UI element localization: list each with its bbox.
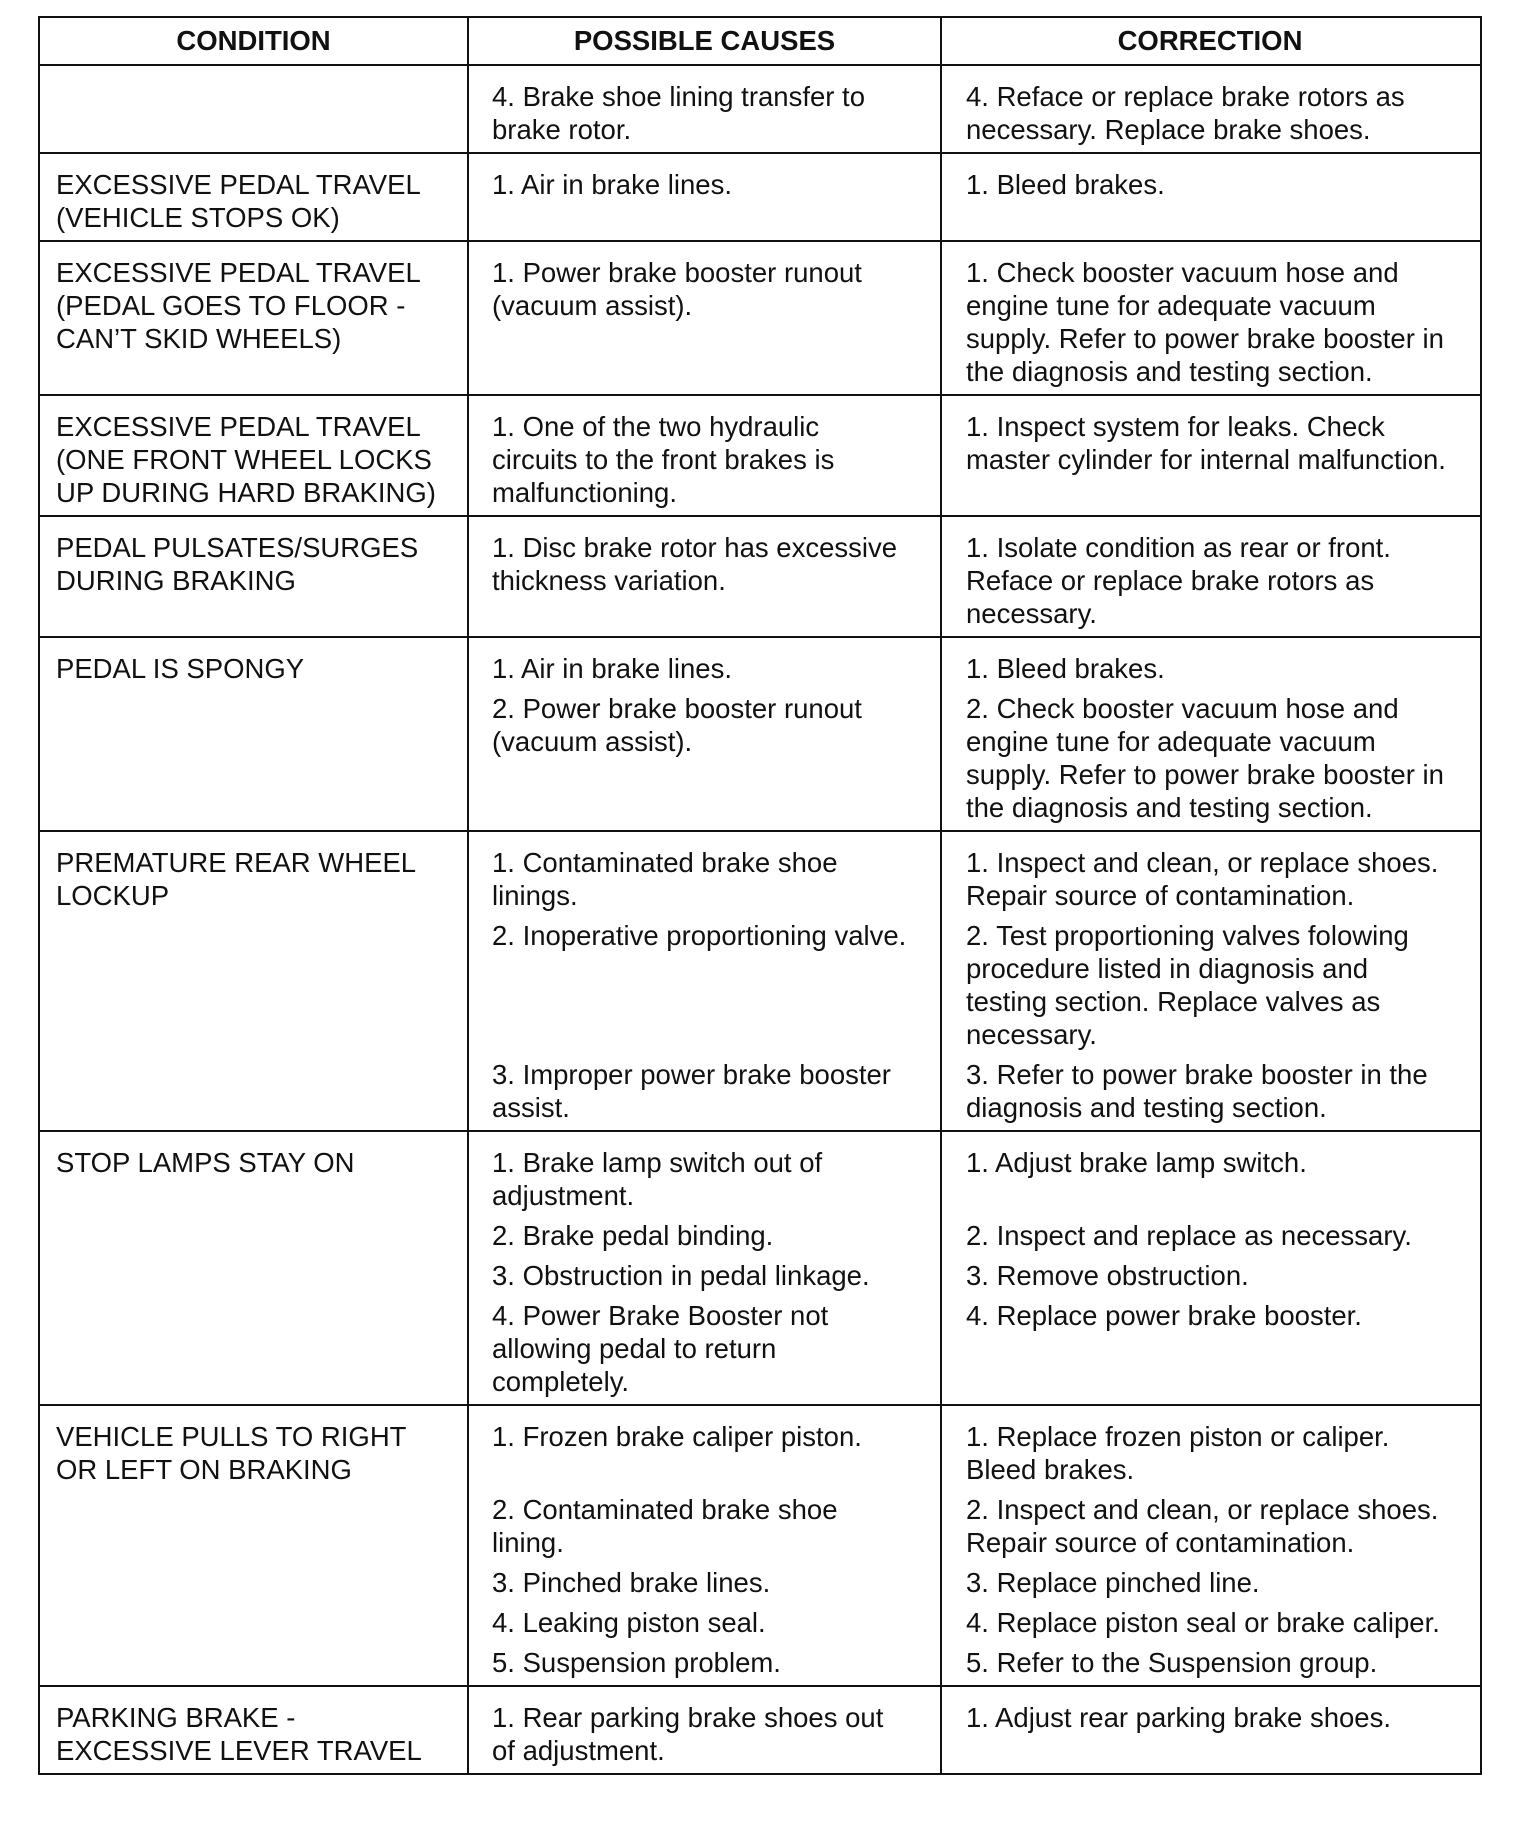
correction-cell: 2. Check booster vacuum hose and engine tune for adequate vacuum supply. Refer to power brake booster in the diagnosis and testing section. xyxy=(966,693,1444,823)
table-row xyxy=(40,1132,1480,1406)
correction-cell: 4. Reface or replace brake rotors as necessary. Replace brake shoes. xyxy=(966,81,1405,145)
correction-cell: 1. Inspect system for leaks. Check master cylinder for internal malfunction. xyxy=(966,411,1446,475)
cause-cell: 2. Contaminated brake shoe lining. xyxy=(492,1494,838,1558)
cause-cell: 3. Obstruction in pedal linkage. xyxy=(492,1260,870,1291)
condition-cell: STOP LAMPS STAY ON xyxy=(56,1147,355,1178)
cause-cell: 1. Frozen brake caliper piston. xyxy=(492,1421,862,1452)
cause-cell: 1. Power brake booster runout (vacuum assist). xyxy=(492,257,862,321)
cause-cell: 3. Pinched brake lines. xyxy=(492,1567,771,1598)
condition-cell: PARKING BRAKE - EXCESSIVE LEVER TRAVEL xyxy=(56,1702,422,1766)
table-header-row xyxy=(40,18,1480,66)
cause-cell: 2. Brake pedal binding. xyxy=(492,1220,774,1251)
table-row xyxy=(40,396,1480,517)
condition-cell: VEHICLE PULLS TO RIGHT OR LEFT ON BRAKING xyxy=(56,1421,407,1485)
correction-cell: 2. Inspect and clean, or replace shoes. Repair source of contamination. xyxy=(966,1494,1439,1558)
diagnosis-table xyxy=(38,16,1482,1775)
correction-cell: 4. Replace piston seal or brake caliper. xyxy=(966,1607,1440,1638)
table-row xyxy=(40,638,1480,832)
condition-cell: EXCESSIVE PEDAL TRAVEL (VEHICLE STOPS OK) xyxy=(56,169,421,233)
table-row xyxy=(40,517,1480,638)
cause-cell: 1. Air in brake lines. xyxy=(492,169,732,200)
cause-cell: 4. Brake shoe lining transfer to brake rotor. xyxy=(492,81,865,145)
table-row xyxy=(40,1687,1480,1773)
correction-cell: 2. Test proportioning valves folowing procedure listed in diagnosis and testing section. Replace valves as necessary. xyxy=(966,920,1409,1050)
correction-cell: 1. Inspect and clean, or replace shoes. Repair source of contamination. xyxy=(966,847,1439,911)
cause-cell: 1. Contaminated brake shoe linings. xyxy=(492,847,838,911)
table-row xyxy=(40,154,1480,242)
correction-cell: 1. Replace frozen piston or caliper. Bleed brakes. xyxy=(966,1421,1390,1485)
table-row xyxy=(40,242,1480,396)
cause-cell: 2. Inoperative proportioning valve. xyxy=(492,920,907,951)
cause-cell: 1. Brake lamp switch out of adjustment. xyxy=(492,1147,823,1211)
table-row xyxy=(40,832,1480,1132)
correction-cell: 3. Refer to power brake booster in the diagnosis and testing section. xyxy=(966,1059,1428,1123)
correction-cell: 1. Check booster vacuum hose and engine tune for adequate vacuum supply. Refer to power brake booster in the diagnosis and testing section. xyxy=(966,257,1444,387)
header-correction: CORRECTION xyxy=(1117,25,1303,56)
table-row xyxy=(40,1406,1480,1687)
correction-cell: 1. Bleed brakes. xyxy=(966,653,1165,684)
correction-cell: 5. Refer to the Suspension group. xyxy=(966,1647,1378,1678)
correction-cell: 4. Replace power brake booster. xyxy=(966,1300,1362,1331)
cause-cell: 5. Suspension problem. xyxy=(492,1647,781,1678)
table-row xyxy=(40,66,1480,154)
cause-cell: 1. Air in brake lines. xyxy=(492,653,732,684)
condition-cell xyxy=(40,80,469,146)
cause-cell: 3. Improper power brake booster assist. xyxy=(492,1059,891,1123)
cause-cell: 1. Rear parking brake shoes out of adjustment. xyxy=(492,1702,884,1766)
correction-cell: 2. Inspect and replace as necessary. xyxy=(966,1220,1412,1251)
condition-cell: EXCESSIVE PEDAL TRAVEL (PEDAL GOES TO FLOOR - CAN’T SKID WHEELS) xyxy=(56,257,421,354)
condition-cell: PREMATURE REAR WHEEL LOCKUP xyxy=(56,847,417,911)
cause-cell: 4. Power Brake Booster not allowing pedal to return completely. xyxy=(492,1300,829,1397)
correction-cell: 1. Adjust brake lamp switch. xyxy=(966,1147,1307,1178)
condition-cell: PEDAL IS SPONGY xyxy=(56,653,305,684)
correction-cell: 1. Adjust rear parking brake shoes. xyxy=(966,1702,1391,1733)
header-condition: CONDITION xyxy=(176,25,331,56)
correction-cell: 1. Bleed brakes. xyxy=(966,169,1165,200)
cause-cell: 1. One of the two hydraulic circuits to the front brakes is malfunctioning. xyxy=(492,411,835,508)
header-possible-causes: POSSIBLE CAUSES xyxy=(573,25,836,56)
cause-cell: 1. Disc brake rotor has excessive thickness variation. xyxy=(492,532,898,596)
correction-cell: 3. Replace pinched line. xyxy=(966,1567,1260,1598)
condition-cell: EXCESSIVE PEDAL TRAVEL (ONE FRONT WHEEL LOCKS UP DURING HARD BRAKING) xyxy=(56,411,436,508)
correction-cell: 3. Remove obstruction. xyxy=(966,1260,1249,1291)
condition-cell: PEDAL PULSATES/SURGES DURING BRAKING xyxy=(56,532,419,596)
correction-cell: 1. Isolate condition as rear or front. Reface or replace brake rotors as necessary. xyxy=(966,532,1391,629)
cause-cell: 2. Power brake booster runout (vacuum assist). xyxy=(492,693,862,757)
cause-cell: 4. Leaking piston seal. xyxy=(492,1607,766,1638)
